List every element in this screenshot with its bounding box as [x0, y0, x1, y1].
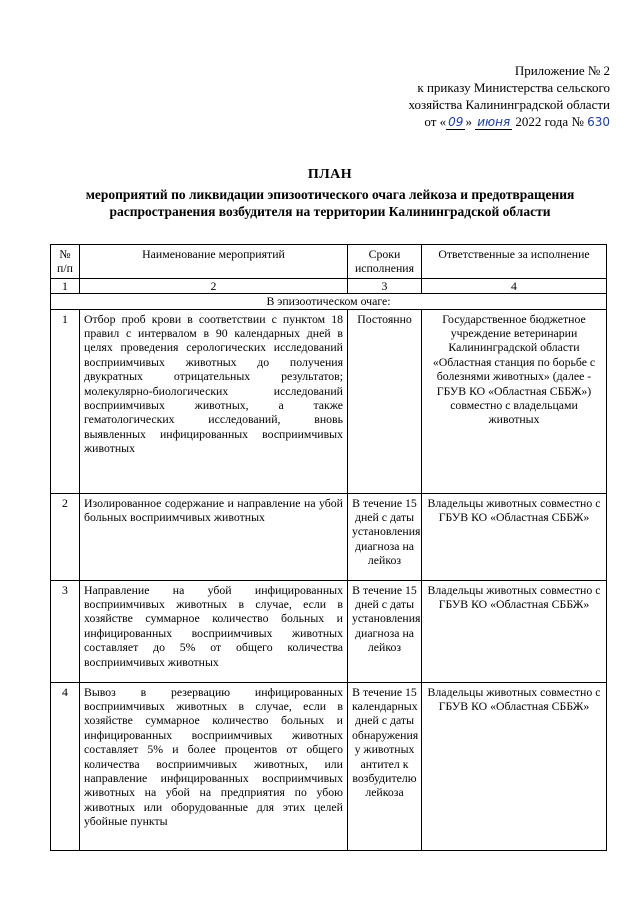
date-day-handwritten: 09: [448, 115, 464, 129]
column-numbers-row: [51, 278, 607, 293]
row-action: Вывоз в резервацию инфицированных восприимчивых животных в случае, если в хозяйстве суммарное количество больных и инфицированных восприимчивых животных составляет 5% и более процентов от общего количества восприимчивых животных, или направление инфицированных восприимчивых животных на убой на предприятия по убою животных или оборудованные для этих целей убойные пункты: [80, 682, 348, 850]
column-number: 2: [80, 278, 348, 293]
row-responsible: Владельцы животных совместно с ГБУВ КО «Областная СББЖ»: [422, 682, 607, 850]
table-row: [51, 309, 607, 493]
annex-line-1: Приложение № 2: [514, 63, 610, 78]
document-title: [80, 166, 580, 220]
column-number: 1: [51, 278, 80, 293]
table-row: [51, 682, 607, 850]
section-title: В эпизоотическом очаге:: [51, 294, 607, 309]
header-number: № п/п: [51, 245, 80, 279]
table-row: [51, 580, 607, 682]
row-action: Направление на убой инфицированных восприимчивых животных в случае, если в хозяйстве суммарное количество больных и инфицированных восприимчивых животных составляет до 5% от общего количества восприимчивых животных: [80, 580, 348, 682]
row-number: 2: [51, 493, 80, 580]
row-number: 1: [51, 309, 80, 493]
annex-line-3: хозяйства Калининградской области: [408, 97, 610, 112]
row-term: В течение 15 календарных дней с даты обнаружения у животных антител к возбудителю лейкоза: [348, 682, 422, 850]
row-number: 3: [51, 580, 80, 682]
annex-line-2: к приказу Министерства сельского: [417, 80, 610, 95]
table-row: [51, 493, 607, 580]
header-action: Наименование мероприятий: [80, 245, 348, 279]
section-row: [51, 294, 607, 309]
annex-block: [310, 62, 610, 131]
row-action: Отбор проб крови в соответствии с пунктом 18 правил с интервалом в 90 календарных дней в целях проведения серологических исследований восприимчивых животных до получения двукратных отрицательных результатов; молекулярно-биологических исследований восприимчивых животных, а также гематологических исследований, вновь выявленных инфицированных восприимчивых животных: [80, 309, 348, 493]
column-number: 4: [422, 278, 607, 293]
header-responsible: Ответственные за исполнение: [422, 245, 607, 279]
row-term: В течение 15 дней с даты установления диагноза на лейкоз: [348, 580, 422, 682]
row-responsible: Владельцы животных совместно с ГБУВ КО «Областная СББЖ»: [422, 580, 607, 682]
row-term: Постоянно: [348, 309, 422, 493]
column-number: 3: [348, 278, 422, 293]
table-header-row: [51, 245, 607, 279]
date-year: 2022 года №: [515, 114, 584, 129]
row-responsible: Владельцы животных совместно с ГБУВ КО «Областная СББЖ»: [422, 493, 607, 580]
measures-table: [50, 244, 607, 851]
order-number-handwritten: 630: [587, 115, 610, 129]
row-responsible: Государственное бюджетное учреждение ветеринарии Калининградской области «Областная станция по борьбе с болезнями животных» (далее - ГБУВ КО «Областная СББЖ») совместно с владельцами животных: [422, 309, 607, 493]
annex-date-line: [310, 113, 610, 131]
date-mid: »: [465, 114, 472, 129]
row-term: В течение 15 дней с даты установления диагноза на лейкоз: [348, 493, 422, 580]
row-number: 4: [51, 682, 80, 850]
header-term: Сроки исполнения: [348, 245, 422, 279]
title-subtitle: мероприятий по ликвидации эпизоотического очага лейкоза и предотвращения распространения возбудителя на территории Калининградской области: [85, 187, 575, 219]
row-action: Изолированное содержание и направление на убой больных восприимчивых животных: [80, 493, 348, 580]
date-month-handwritten: июня: [477, 115, 511, 129]
date-prefix: от «: [424, 114, 447, 129]
title-heading: ПЛАН: [307, 167, 353, 182]
